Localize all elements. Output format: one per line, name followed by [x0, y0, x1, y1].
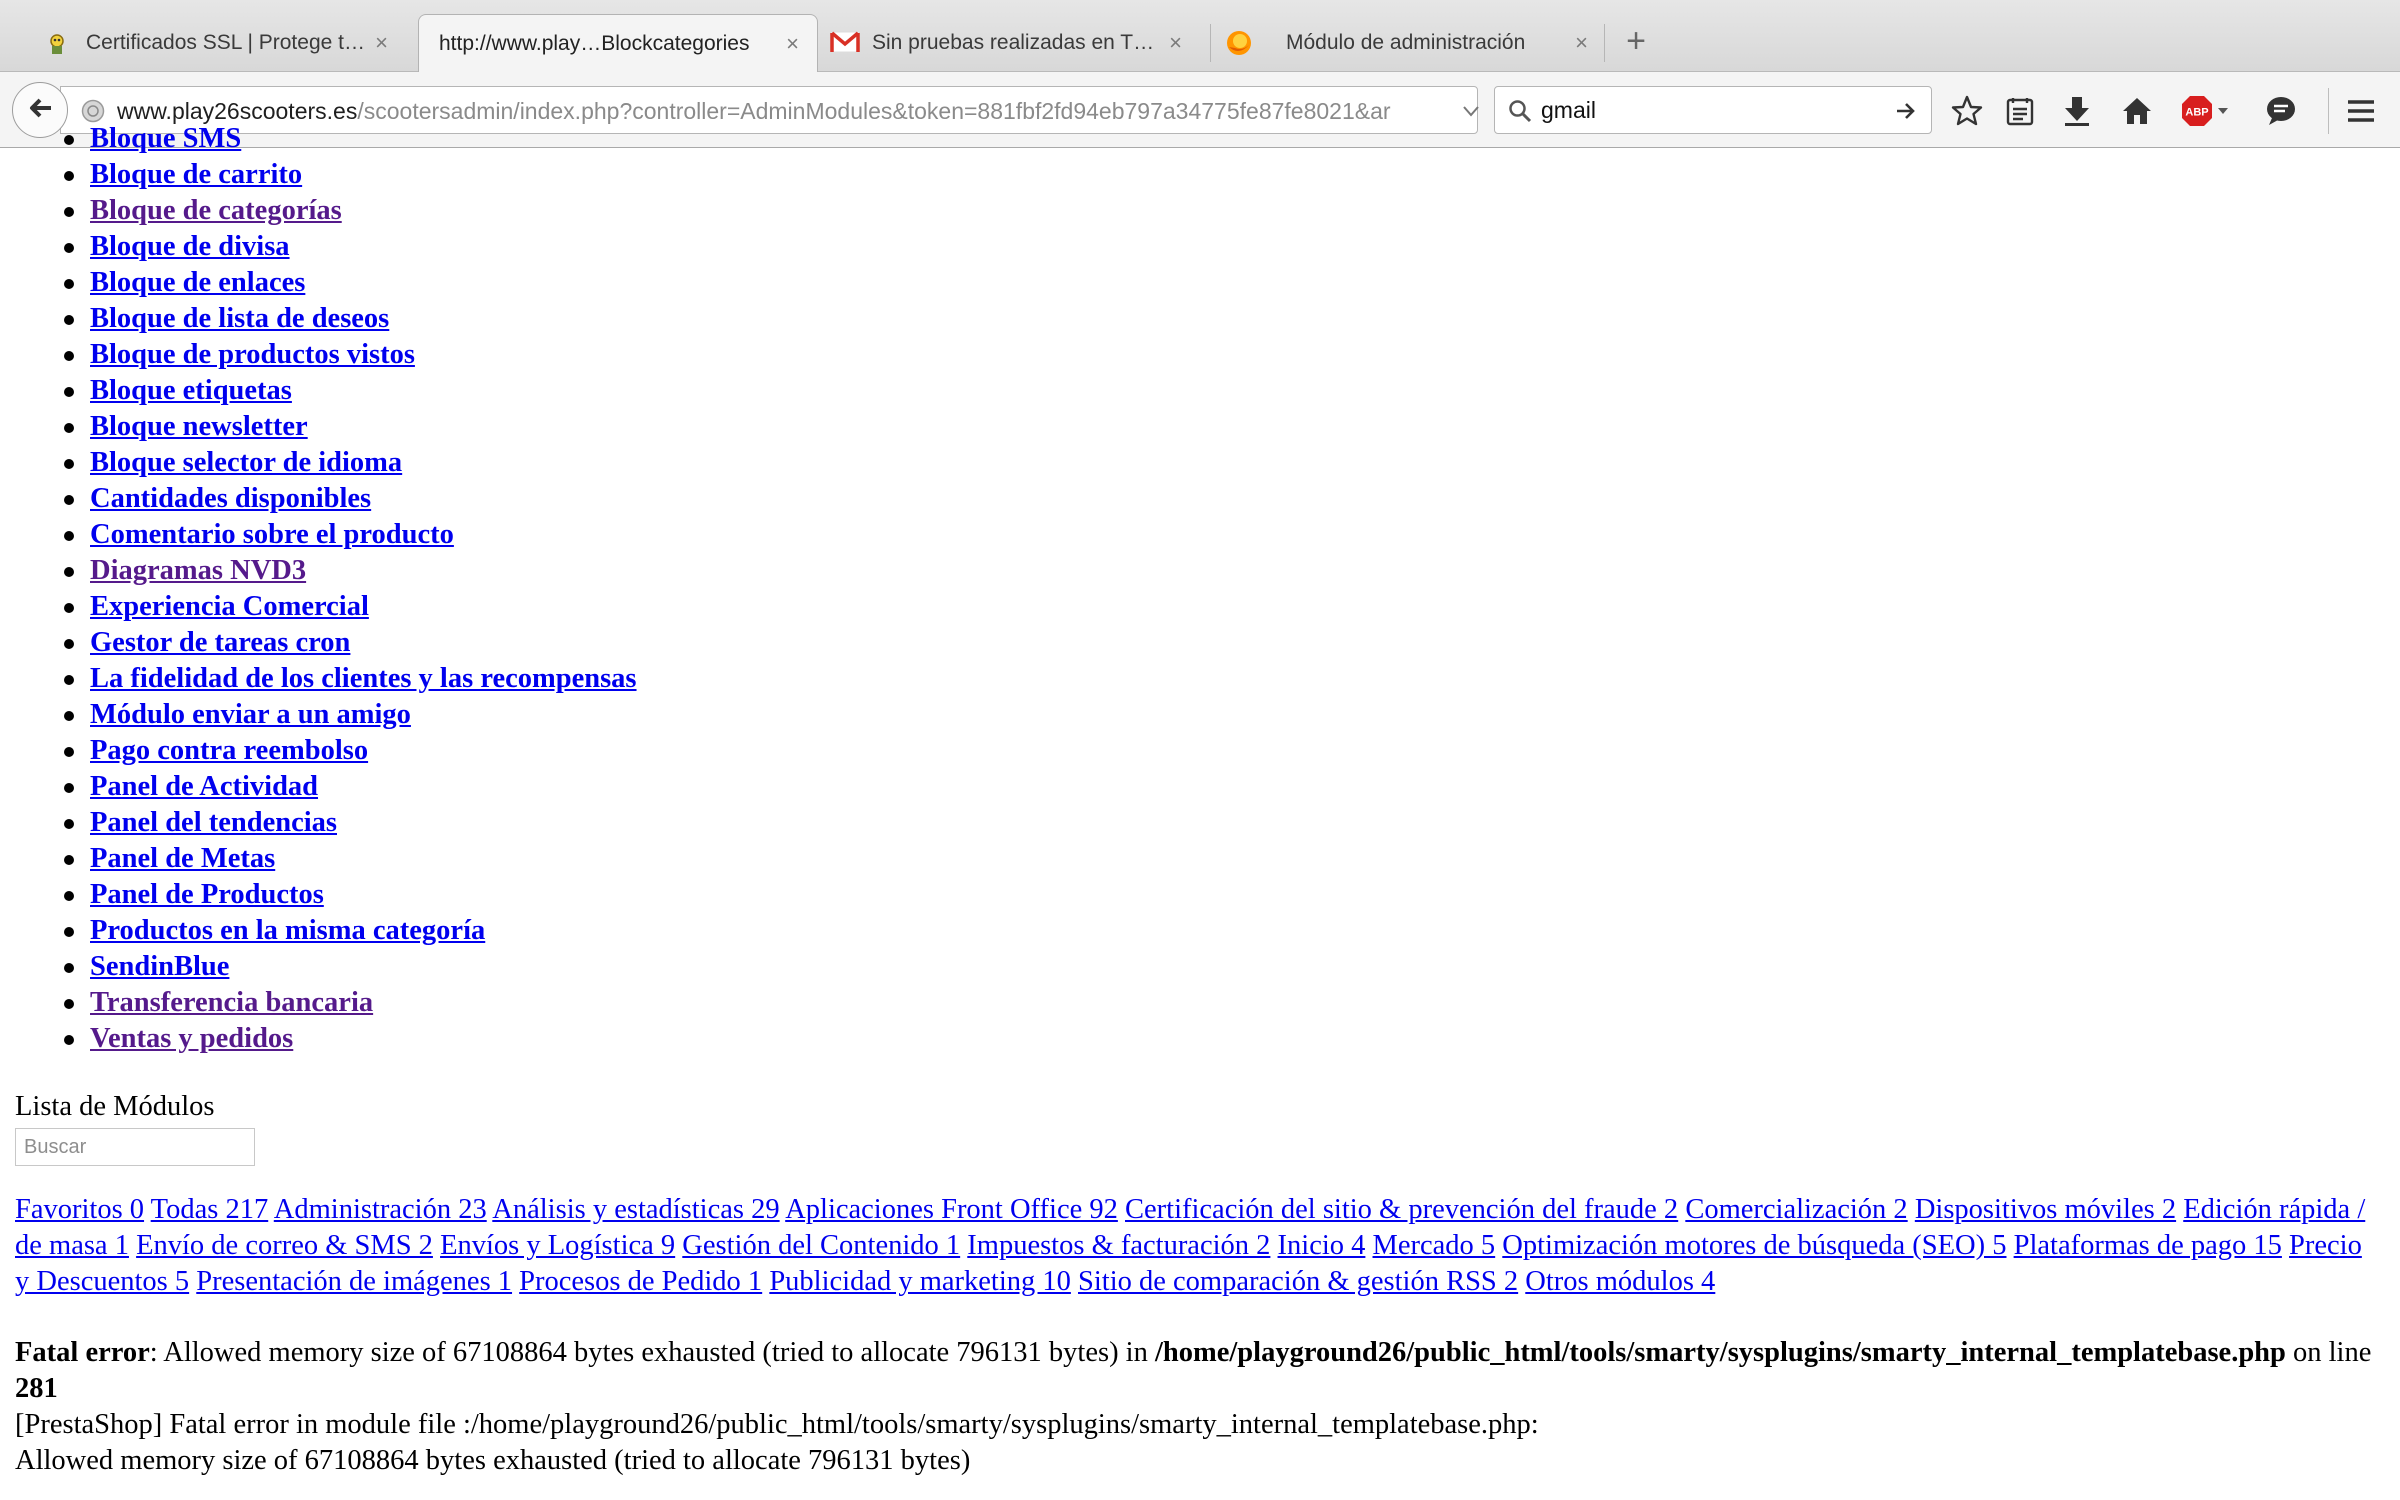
list-item	[0, 193, 637, 229]
module-link[interactable]: Bloque selector de idioma	[90, 447, 403, 478]
list-item	[0, 805, 637, 841]
category-link[interactable]: Envío de correo & SMS 2	[136, 1230, 433, 1261]
module-link[interactable]: Bloque etiquetas	[90, 375, 292, 406]
reading-list-icon[interactable]	[2003, 94, 2037, 128]
modules-list-title: Lista de Módulos	[15, 1091, 215, 1122]
list-item	[0, 841, 637, 877]
module-link[interactable]: Bloque de carrito	[90, 159, 303, 190]
close-tab-icon[interactable]: ×	[375, 30, 388, 55]
module-link[interactable]: Productos en la misma categoría	[90, 915, 486, 946]
category-link[interactable]: Presentación de imágenes 1	[196, 1266, 513, 1297]
category-link[interactable]: Mercado 5	[1372, 1230, 1496, 1261]
module-link[interactable]: Módulo enviar a un amigo	[90, 699, 411, 730]
category-link[interactable]: Optimización motores de búsqueda (SEO) 5	[1502, 1230, 2007, 1261]
category-link[interactable]: Procesos de Pedido 1	[519, 1266, 763, 1297]
chevron-down-icon[interactable]	[1461, 99, 1481, 123]
fatal-error-on-line: on line	[2285, 1337, 2372, 1368]
module-link[interactable]: Comentario sobre el producto	[90, 519, 454, 550]
category-link[interactable]: Todas 217	[150, 1194, 269, 1225]
list-item	[0, 553, 637, 589]
close-tab-icon[interactable]: ×	[1169, 30, 1182, 55]
list-item	[0, 337, 637, 373]
category-link[interactable]: Otros módulos 4	[1525, 1266, 1716, 1297]
tab-separator	[1210, 24, 1211, 62]
category-link[interactable]: Favoritos 0	[15, 1194, 145, 1225]
category-link[interactable]: Certificación del sitio & prevención del fraude 2	[1125, 1194, 1679, 1225]
list-item	[0, 301, 637, 337]
tab-strip	[0, 0, 2400, 72]
module-link[interactable]: Bloque de lista de deseos	[90, 303, 390, 334]
list-item	[0, 769, 637, 805]
prestashop-error: [PrestaShop] Fatal error in module file :/home/playground26/public_html/tools/smarty/sysplugins/smarty_internal_templatebase.php:	[15, 1409, 1539, 1440]
fatal-error-message	[15, 1335, 2375, 1407]
module-link[interactable]: Bloque newsletter	[90, 411, 308, 442]
module-link[interactable]: Pago contra reembolso	[90, 735, 369, 766]
module-link[interactable]: Diagramas NVD3	[90, 555, 307, 586]
category-link[interactable]: Administración 23	[273, 1194, 487, 1225]
site-identity-icon[interactable]	[81, 99, 105, 123]
url-path: /scootersadmin/index.php?controller=AdminModules&token=881fbf2fd94eb797a34775fe87fe8021&ar	[357, 98, 1391, 124]
tab-modulo-administracion[interactable]	[1226, 14, 1606, 72]
tab-title: http://www.play…Blockcategories	[439, 31, 750, 55]
category-link[interactable]: Envíos y Logística 9	[440, 1230, 676, 1261]
home-icon[interactable]	[2120, 94, 2154, 128]
tab-title: Módulo de administración	[1286, 31, 1526, 54]
tab-separator	[1604, 24, 1605, 62]
category-link[interactable]: Impuestos & facturación 2	[967, 1230, 1271, 1261]
module-link[interactable]: Bloque SMS	[90, 123, 242, 154]
list-item	[0, 589, 637, 625]
module-link[interactable]: Bloque de productos vistos	[90, 339, 415, 370]
list-item	[0, 265, 637, 301]
category-link[interactable]: Análisis y estadísticas 29	[492, 1194, 780, 1225]
module-link[interactable]: Gestor de tareas cron	[90, 627, 351, 658]
module-link[interactable]: Panel de Productos	[90, 879, 324, 910]
category-link[interactable]: Inicio 4	[1277, 1230, 1366, 1261]
module-link[interactable]: Ventas y pedidos	[90, 1023, 294, 1054]
module-link[interactable]: Panel de Actividad	[90, 771, 319, 802]
adblock-label: ABP	[2185, 106, 2209, 119]
list-item	[0, 373, 637, 409]
module-link[interactable]: Bloque de enlaces	[90, 267, 306, 298]
list-item	[0, 445, 637, 481]
search-input[interactable]	[1541, 87, 1881, 133]
category-link[interactable]: Edición rápida / de masa 1	[15, 1194, 2366, 1261]
search-bar[interactable]	[1494, 86, 1932, 134]
list-item	[0, 985, 637, 1021]
list-item	[0, 121, 637, 157]
category-link[interactable]: Sitio de comparación & gestión RSS 2	[1078, 1266, 1519, 1297]
chat-icon[interactable]	[2264, 94, 2298, 128]
category-link[interactable]: Aplicaciones Front Office 92	[785, 1194, 1118, 1225]
fatal-error-text: : Allowed memory size of 67108864 bytes exhausted (tried to allocate 796131 bytes) in	[149, 1337, 1155, 1368]
list-item	[0, 517, 637, 553]
list-item	[0, 157, 637, 193]
list-item	[0, 481, 637, 517]
star-icon[interactable]	[1950, 94, 1984, 128]
list-item	[0, 877, 637, 913]
module-link[interactable]: Cantidades disponibles	[90, 483, 372, 514]
category-link[interactable]: Comercialización 2	[1685, 1194, 1908, 1225]
gmail-icon	[830, 30, 856, 56]
list-item	[0, 1021, 637, 1057]
module-link[interactable]: SendinBlue	[90, 951, 230, 982]
list-item	[0, 949, 637, 985]
module-link[interactable]: Panel del tendencias	[90, 807, 337, 838]
menu-icon[interactable]	[2344, 94, 2378, 128]
firefox-icon	[1226, 30, 1252, 56]
category-link[interactable]: Precio y Descuentos 5	[15, 1230, 2362, 1297]
module-link[interactable]: Bloque de categorías	[90, 195, 342, 226]
new-tab-button[interactable]: +	[1626, 22, 1646, 60]
toolbar-divider	[2328, 88, 2329, 134]
module-search-input[interactable]	[15, 1128, 255, 1166]
tab-gmail[interactable]	[830, 14, 1200, 72]
close-tab-icon[interactable]: ×	[786, 31, 799, 56]
category-link[interactable]: Gestión del Contenido 1	[682, 1230, 961, 1261]
module-link[interactable]: Bloque de divisa	[90, 231, 290, 262]
list-item	[0, 697, 637, 733]
module-link[interactable]: Transferencia bancaria	[90, 987, 374, 1018]
adblock-icon[interactable]	[2180, 94, 2232, 128]
url-host: www.play26scooters.es	[117, 98, 358, 124]
list-item	[0, 229, 637, 265]
search-icon	[1507, 98, 1533, 124]
fatal-error-file: /home/playground26/public_html/tools/smarty/sysplugins/smarty_internal_templatebase.php	[1154, 1337, 2286, 1368]
download-icon[interactable]	[2060, 94, 2094, 128]
list-item	[0, 733, 637, 769]
fatal-error-line: 281	[15, 1373, 58, 1404]
list-item	[0, 913, 637, 949]
category-link[interactable]: Plataformas de pago 15	[2013, 1230, 2282, 1261]
tab-title: Sin pruebas realizadas en T…	[872, 31, 1155, 54]
module-link[interactable]: Experiencia Comercial	[90, 591, 369, 622]
category-link[interactable]: Dispositivos móviles 2	[1914, 1194, 2177, 1225]
module-link[interactable]: Panel de Metas	[90, 843, 276, 874]
fatal-error-label: Fatal error	[15, 1337, 150, 1368]
module-link[interactable]: La fidelidad de los clientes y las recompensas	[90, 663, 637, 694]
page-content	[0, 123, 2400, 1500]
tab-title: Certificados SSL | Protege t…	[86, 31, 365, 54]
error-output	[15, 1335, 2375, 1479]
category-link[interactable]: Publicidad y marketing 10	[769, 1266, 1071, 1297]
arrow-right-icon[interactable]	[1893, 98, 1919, 124]
list-item	[0, 625, 637, 661]
list-item	[0, 661, 637, 697]
modules-list	[0, 121, 637, 1057]
tab-ssl-certificates[interactable]	[44, 14, 406, 72]
list-item	[0, 409, 637, 445]
ssl-site-favicon	[44, 30, 70, 56]
close-tab-icon[interactable]: ×	[1575, 30, 1588, 55]
tab-blockcategories[interactable]	[418, 14, 818, 72]
category-filter-links	[15, 1192, 2375, 1300]
prestashop-error-detail: Allowed memory size of 67108864 bytes exhausted (tried to allocate 796131 bytes)	[15, 1445, 971, 1476]
